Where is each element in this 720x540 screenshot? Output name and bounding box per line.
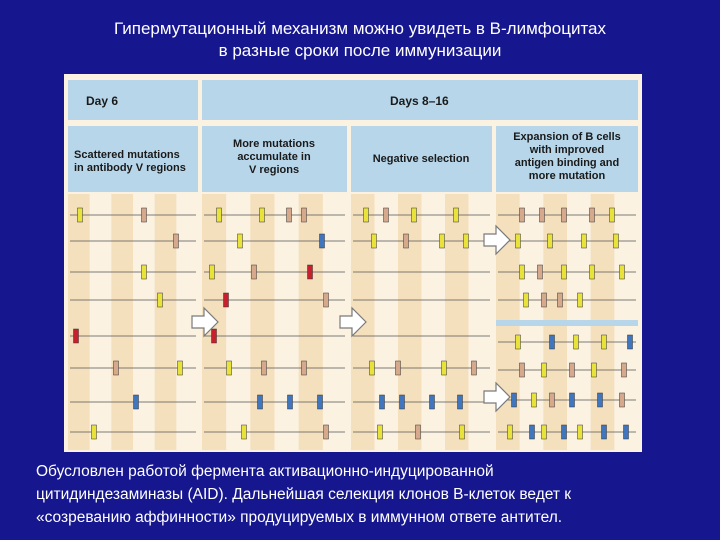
mutation-mark <box>542 363 547 377</box>
mutation-mark <box>614 234 619 248</box>
mutation-mark <box>520 363 525 377</box>
mutation-mark <box>212 329 217 343</box>
mutation-mark <box>622 363 627 377</box>
mutation-mark <box>364 208 369 222</box>
mutation-mark <box>320 234 325 248</box>
stripe <box>68 194 90 450</box>
mutation-mark <box>460 425 465 439</box>
stage-4-text-line-2: with improved <box>529 144 605 156</box>
slide-title-line-2: в разные сроки после иммунизации <box>218 41 502 60</box>
mutation-mark <box>582 234 587 248</box>
mutation-mark <box>548 234 553 248</box>
mutation-mark <box>508 425 513 439</box>
mutation-mark <box>578 293 583 307</box>
mutation-mark <box>224 293 229 307</box>
mutation-mark <box>210 265 215 279</box>
mutation-mark <box>178 361 183 375</box>
mutation-mark <box>512 393 517 407</box>
mutation-mark <box>562 208 567 222</box>
stage-2-text-line-1: More mutations <box>233 138 315 150</box>
mutation-mark <box>516 335 521 349</box>
mutation-mark <box>370 361 375 375</box>
mutation-mark <box>530 425 535 439</box>
mutation-mark <box>400 395 405 409</box>
mutation-mark <box>134 395 139 409</box>
mutation-mark <box>542 425 547 439</box>
header-days8-16-label: Days 8–16 <box>390 94 449 108</box>
mutation-mark <box>590 208 595 222</box>
mutation-mark <box>472 361 477 375</box>
mutation-mark <box>558 293 563 307</box>
header-day6-label: Day 6 <box>86 94 119 108</box>
clone-separator <box>496 320 638 326</box>
mutation-mark <box>258 395 263 409</box>
mutation-mark <box>542 293 547 307</box>
mutation-mark <box>242 425 247 439</box>
mutation-mark <box>74 329 79 343</box>
mutation-mark <box>260 208 265 222</box>
stage-4-text-line-4: more mutation <box>528 170 606 182</box>
mutation-mark <box>464 234 469 248</box>
mutation-mark <box>628 335 633 349</box>
mutation-mark <box>624 425 629 439</box>
mutation-mark <box>288 395 293 409</box>
mutation-mark <box>562 265 567 279</box>
mutation-mark <box>114 361 119 375</box>
mutation-mark <box>550 393 555 407</box>
mutation-mark <box>458 395 463 409</box>
stripe <box>398 194 422 450</box>
stripe <box>155 194 177 450</box>
caption-line-3: «созреванию аффинности» продуцируемых в иммунном ответе антител. <box>36 509 563 526</box>
mutation-mark <box>324 425 329 439</box>
mutation-mark <box>302 208 307 222</box>
mutation-mark <box>318 395 323 409</box>
mutation-mark <box>308 265 313 279</box>
slide-title-line-1: Гипермутационный механизм можно увидеть в В-лимфоцитах <box>114 19 606 38</box>
mutation-mark <box>520 208 525 222</box>
mutation-mark <box>524 293 529 307</box>
stage-2-text-line-3: V regions <box>248 164 300 176</box>
mutation-mark <box>570 393 575 407</box>
mutation-mark <box>620 265 625 279</box>
mutation-mark <box>598 393 603 407</box>
stage-1-text-line-2: in antibody V regions <box>74 162 186 174</box>
mutation-mark <box>516 234 521 248</box>
mutation-mark <box>78 208 83 222</box>
hypermutation-figure <box>64 74 642 452</box>
mutation-mark <box>412 208 417 222</box>
mutation-mark <box>217 208 222 222</box>
mutation-mark <box>430 395 435 409</box>
mutation-mark <box>227 361 232 375</box>
stage-2-text-line-2: accumulate in <box>237 151 311 163</box>
mutation-mark <box>550 335 555 349</box>
mutation-mark <box>532 393 537 407</box>
mutation-mark <box>92 425 97 439</box>
mutation-mark <box>538 265 543 279</box>
mutation-mark <box>602 425 607 439</box>
mutation-mark <box>540 208 545 222</box>
mutation-mark <box>590 265 595 279</box>
mutation-mark <box>384 208 389 222</box>
mutation-mark <box>238 234 243 248</box>
mutation-mark <box>252 265 257 279</box>
mutation-mark <box>442 361 447 375</box>
mutation-mark <box>174 234 179 248</box>
stage-4-text-line-3: antigen binding and <box>514 157 620 169</box>
mutation-mark <box>610 208 615 222</box>
mutation-mark <box>570 363 575 377</box>
mutation-mark <box>372 234 377 248</box>
mutation-mark <box>287 208 292 222</box>
mutation-mark <box>396 361 401 375</box>
mutation-mark <box>262 361 267 375</box>
stripe <box>250 194 274 450</box>
mutation-mark <box>378 425 383 439</box>
mutation-mark <box>380 395 385 409</box>
mutation-mark <box>158 293 163 307</box>
mutation-mark <box>578 425 583 439</box>
stage-1-text-line-1: Scattered mutations <box>74 149 180 161</box>
mutation-mark <box>520 265 525 279</box>
mutation-mark <box>142 208 147 222</box>
mutation-mark <box>440 234 445 248</box>
stripe <box>445 194 469 450</box>
stage-4-text-line-1: Expansion of B cells <box>513 131 621 143</box>
stripe <box>299 194 323 450</box>
stripe <box>111 194 133 450</box>
caption-line-2: цитидиндезаминазы (AID). Дальнейшая селекция клонов В-клеток ведет к <box>36 486 572 503</box>
mutation-mark <box>454 208 459 222</box>
mutation-mark <box>416 425 421 439</box>
slide-caption <box>36 460 706 529</box>
slide-title <box>0 18 720 62</box>
mutation-mark <box>324 293 329 307</box>
mutation-mark <box>404 234 409 248</box>
mutation-mark <box>602 335 607 349</box>
mutation-mark <box>562 425 567 439</box>
mutation-mark <box>142 265 147 279</box>
mutation-mark <box>620 393 625 407</box>
stage-3-text-line-1: Negative selection <box>372 153 470 165</box>
caption-line-1: Обусловлен работой фермента активационно-индуцированной <box>36 463 494 480</box>
mutation-mark <box>302 361 307 375</box>
mutation-mark <box>592 363 597 377</box>
mutation-mark <box>574 335 579 349</box>
